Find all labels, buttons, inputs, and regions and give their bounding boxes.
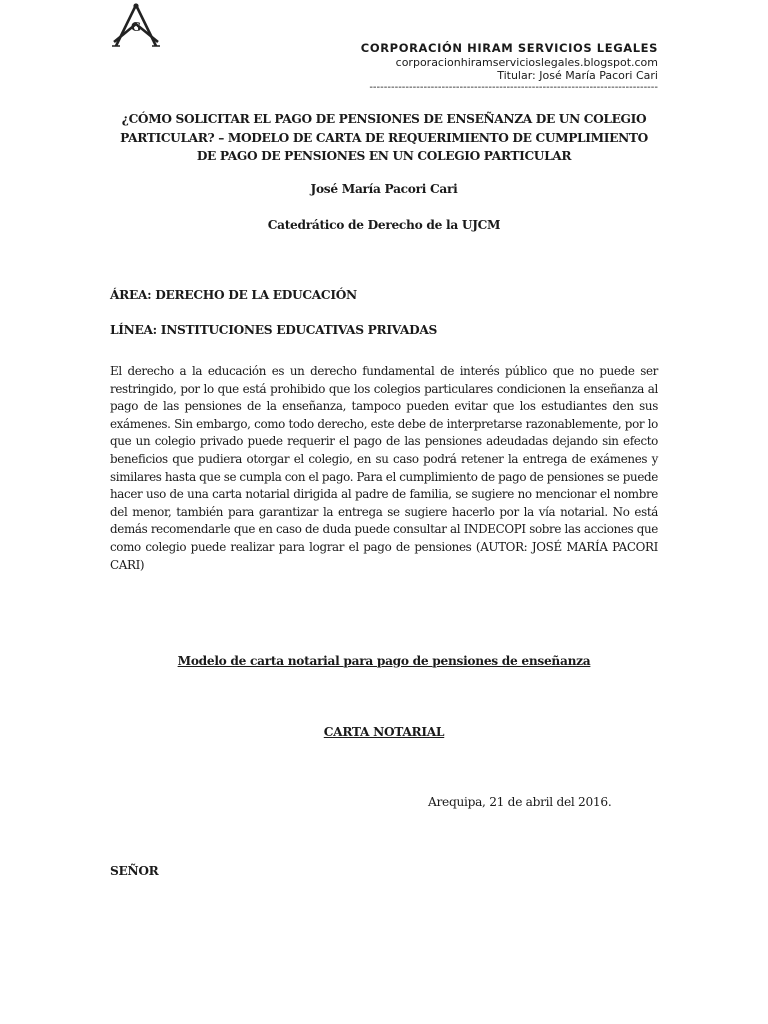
intro-paragraph: El derecho a la educación es un derecho fundamental de interés público que no puede ser restringido, por lo que está prohibido que los colegios particulares condicionen la enseñanza al pago de las pensiones de la enseñanza, tampoco pueden evitar que los estudiantes den sus exámenes. Sin embargo, como todo derecho, este debe de interpretarse razonablemente, por lo que un colegio privado puede requerir el pago de las pensiones adeudadas dejando sin efecto beneficios que pudiera otorgar el colegio, en su caso podrá retener la entrega de exámenes y similares hasta que se cumpla con el pago. Para el cumplimiento de pago de pensiones se puede hacer uso de una carta notarial dirigida al padre de familia, se sugiere no mencionar el nombre del menor, también para garantizar la entrega se sugiere hacerlo por la vía notarial. No está demás recomendarle que en caso de duda puede consultar al INDECOPI sobre las acciones que como colegio puede realizar para lograr el pago de pensiones (AUTOR: JOSÉ MARÍA PACORI CARI) [110, 364, 658, 572]
salutation: SEÑOR [110, 864, 159, 878]
document-title: ¿CÓMO SOLICITAR EL PAGO DE PENSIONES DE ENSEÑANZA DE UN COLEGIO PARTICULAR? – MODELO DE CARTA DE REQUERIMIENTO DE CUMPLIMIENTO DE PAGO DE PENSIONES EN UN COLEGIO PARTICULAR [120, 112, 648, 163]
square-and-compass-logo-icon [108, 2, 164, 48]
website-url: corporacionhiramservicioslegales.blogspot.com [395, 56, 658, 69]
author-role: Catedrático de Derecho de la UJCM [267, 218, 501, 232]
organization-name: CORPORACIÓN HIRAM SERVICIOS LEGALES [360, 41, 658, 55]
letter-date: Arequipa, 21 de abril del 2016. [428, 795, 612, 809]
area-label: ÁREA: DERECHO DE LA EDUCACIÓN [110, 288, 357, 302]
letterhead [238, 40, 658, 93]
header-divider: -------------------------------------------------------------------------------- [369, 82, 658, 93]
svg-text:G: G [130, 20, 142, 34]
letter-heading: CARTA NOTARIAL [323, 725, 445, 739]
model-heading: Modelo de carta notarial para pago de pensiones de enseñanza [177, 654, 591, 668]
line-label: LÍNEA: INSTITUCIONES EDUCATIVAS PRIVADAS [110, 323, 438, 337]
author-name: José María Pacori Cari [310, 182, 458, 196]
holder-name: Titular: José María Pacori Cari [497, 69, 658, 82]
